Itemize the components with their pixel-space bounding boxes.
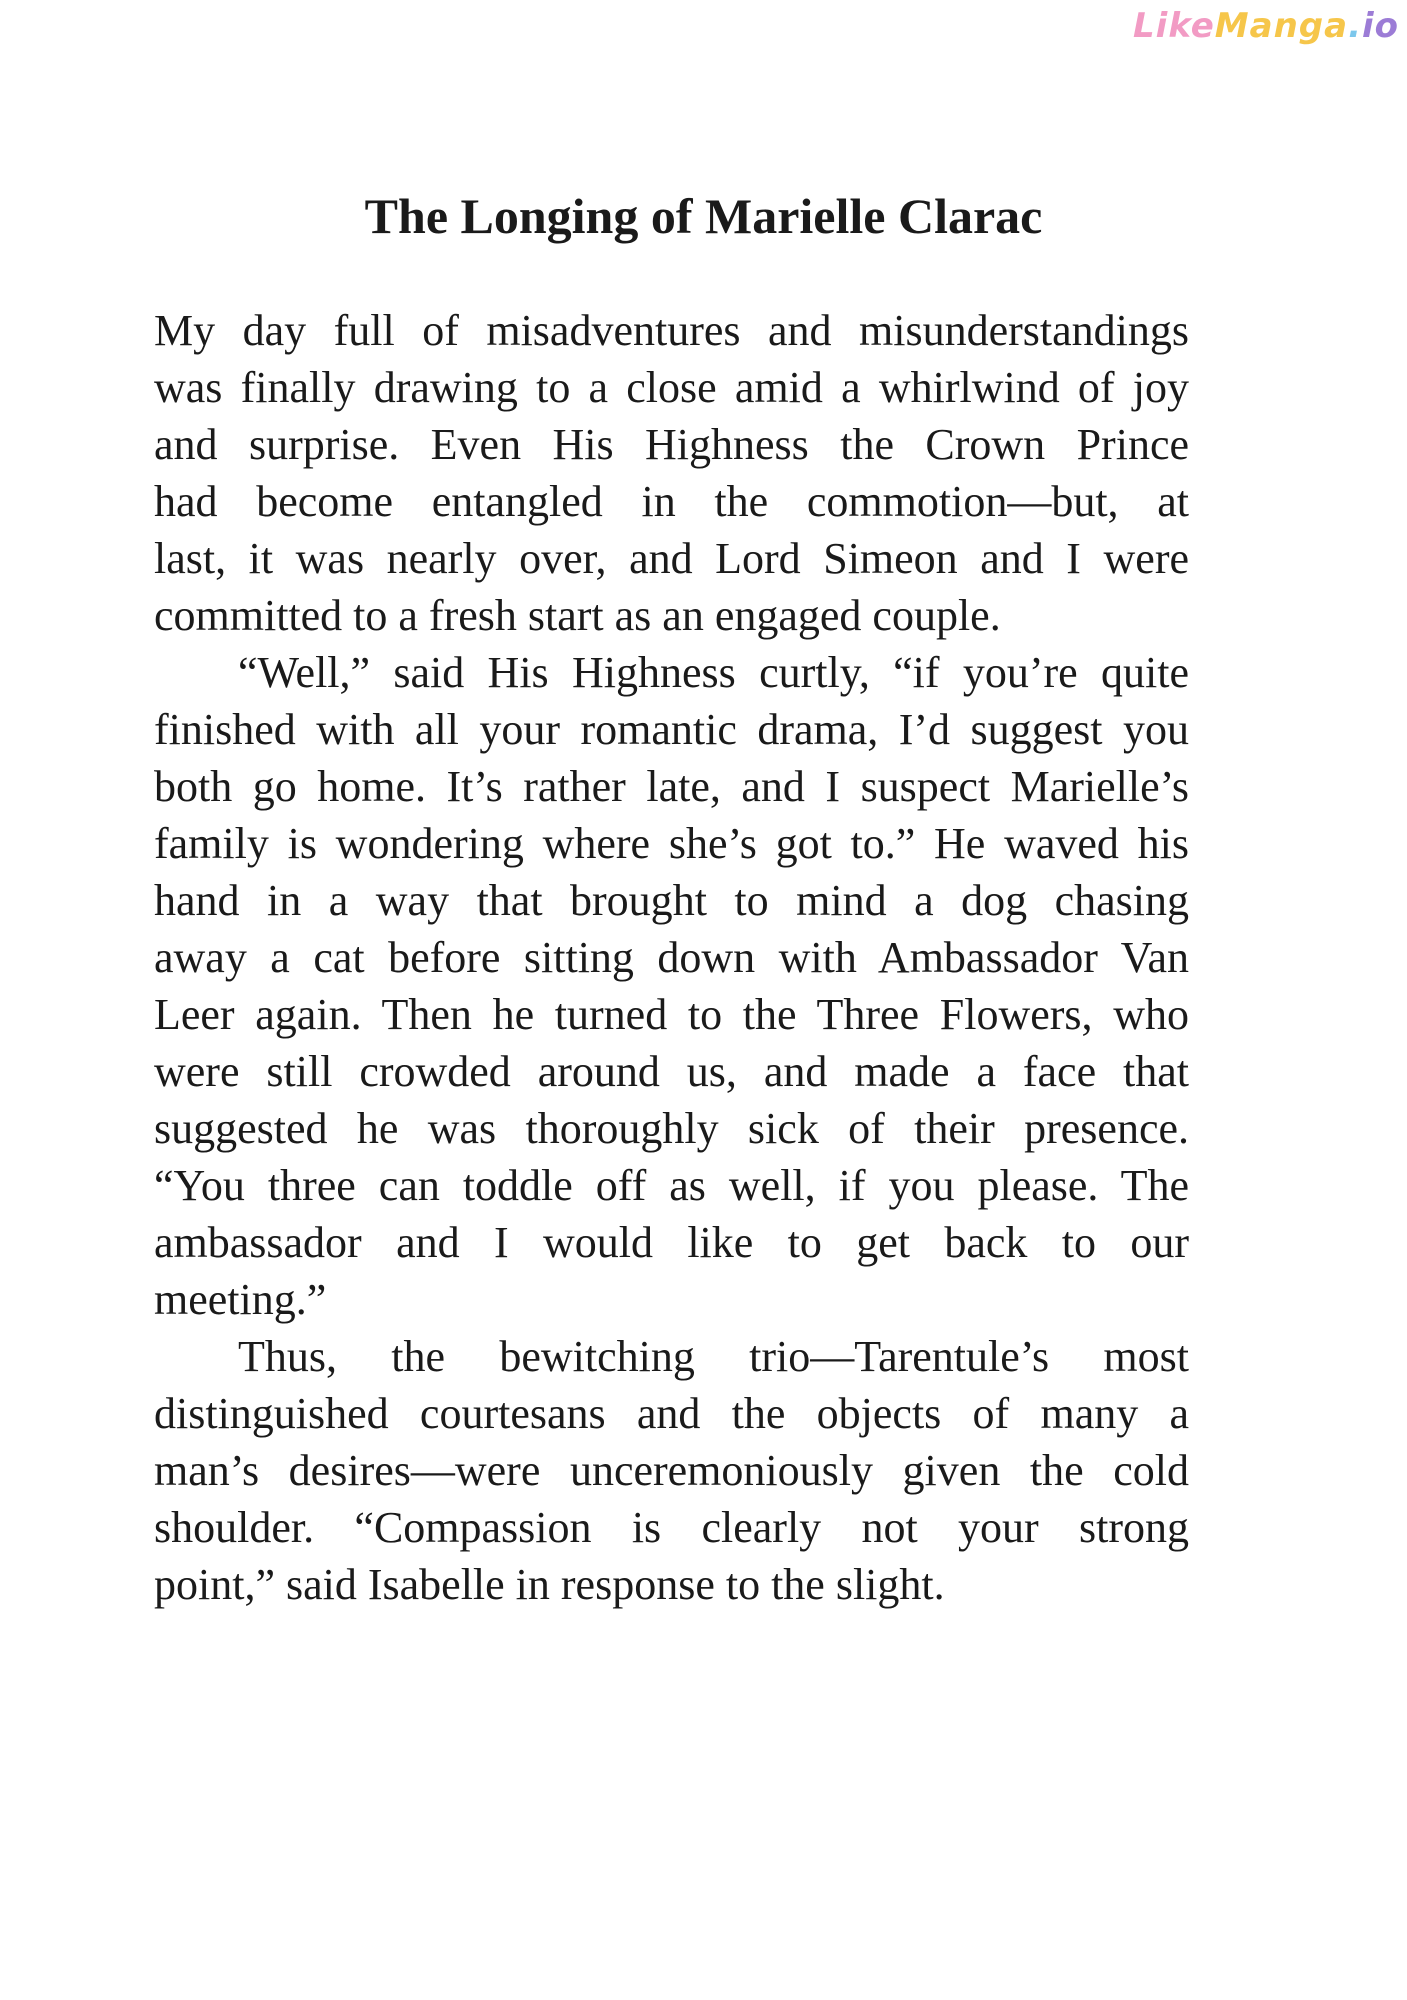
- text-line: Leer again. Then he turned to the Three Flowers, who: [154, 990, 1189, 1039]
- text-line: distinguished courtesans and the objects of many a: [154, 1389, 1189, 1438]
- text-line: had become entangled in the commotion—but, at: [154, 477, 1189, 526]
- text-line: away a cat before sitting down with Ambassador Van: [154, 933, 1189, 982]
- text-line: meeting.”: [154, 1275, 327, 1324]
- text-line: finished with all your romantic drama, I’d suggest you: [154, 705, 1189, 754]
- text-line: hand in a way that brought to mind a dog chasing: [154, 876, 1189, 925]
- text-line: family is wondering where she’s got to.” He waved his: [154, 819, 1189, 868]
- chapter-title: The Longing of Marielle Clarac: [364, 188, 1043, 244]
- site-watermark: LikeManga.io: [1133, 6, 1399, 46]
- text-line: was finally drawing to a close amid a whirlwind of joy: [154, 363, 1189, 412]
- text-line: shoulder. “Compassion is clearly not your strong: [154, 1503, 1189, 1552]
- text-line: were still crowded around us, and made a face that: [154, 1047, 1189, 1096]
- text-line: My day full of misadventures and misunderstandings: [154, 306, 1189, 355]
- text-line: and surprise. Even His Highness the Crown Prince: [154, 420, 1189, 469]
- text-line: last, it was nearly over, and Lord Simeon and I were: [154, 534, 1189, 583]
- text-line: man’s desires—were unceremoniously given the cold: [154, 1446, 1189, 1495]
- text-line: ambassador and I would like to get back to our: [154, 1218, 1189, 1267]
- text-line: “You three can toddle off as well, if you please. The: [154, 1161, 1189, 1210]
- text-line: committed to a fresh start as an engaged couple.: [154, 591, 1001, 640]
- text-line: both go home. It’s rather late, and I suspect Marielle’s: [154, 762, 1189, 811]
- text-line: suggested he was thoroughly sick of their presence.: [154, 1104, 1189, 1153]
- text-line: “Well,” said His Highness curtly, “if you’re quite: [238, 648, 1189, 697]
- body-text: [154, 302, 1189, 1613]
- text-line: Thus, the bewitching trio—Tarentule’s most: [238, 1332, 1189, 1381]
- text-line: point,” said Isabelle in response to the slight.: [154, 1560, 945, 1609]
